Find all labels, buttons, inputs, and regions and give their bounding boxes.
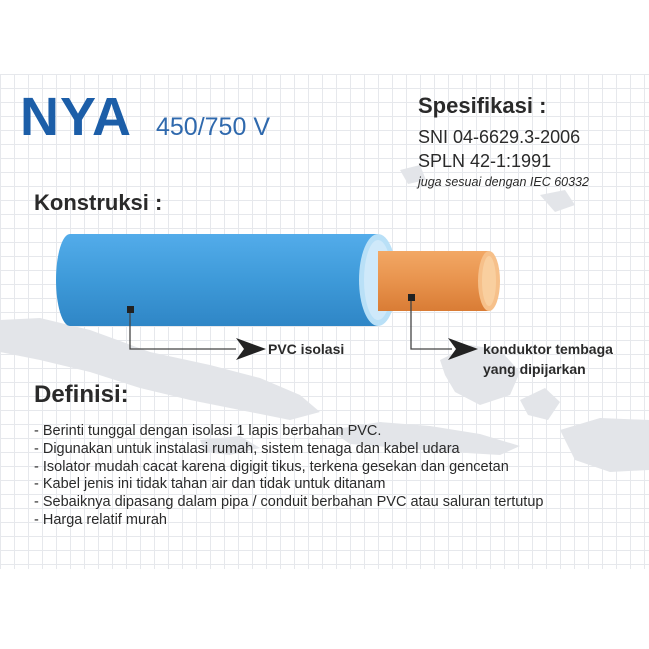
definisi-item: - Harga relatif murah <box>34 511 167 528</box>
definisi-item: - Berinti tunggal dengan isolasi 1 lapis berbahan PVC. <box>34 423 382 439</box>
pvc-insulation-body <box>56 234 378 326</box>
definisi-heading: Definisi: <box>34 381 129 408</box>
definisi-item: - Isolator mudah cacat karena digigit tikus, terkena gesekan dan gencetan <box>34 458 509 475</box>
konstruksi-heading: Konstruksi : <box>34 190 163 215</box>
label-pvc-isolasi: PVC isolasi <box>268 341 345 357</box>
definisi-item: - Kabel jenis ini tidak tahan air dan tidak untuk ditanam <box>34 476 386 493</box>
definisi-item: - Sebaiknya dipasang dalam pipa / conduit berbahan PVC atau saluran tertutup <box>34 494 544 511</box>
label-konduktor-line1: konduktor tembaga <box>483 341 613 357</box>
spec-line-spln: SPLN 42-1:1991 <box>418 151 552 171</box>
product-title: NYA <box>20 87 133 147</box>
spesifikasi-heading: Spesifikasi : <box>418 93 547 118</box>
arrow-insulation-icon <box>236 338 266 360</box>
label-konduktor-line2: yang dipijarkan <box>483 361 586 377</box>
definisi-item: - Digunakan untuk instalasi rumah, sistem tenaga dan kabel udara <box>34 440 460 457</box>
definisi-list <box>34 423 543 530</box>
arrow-conductor-icon <box>448 338 478 360</box>
spec-note-iec: juga sesuai dengan IEC 60332 <box>418 175 589 189</box>
spec-line-sni: SNI 04-6629.3-2006 <box>418 127 581 147</box>
copper-conductor-body <box>378 251 489 311</box>
voltage-rating: 450/750 V <box>156 113 270 141</box>
